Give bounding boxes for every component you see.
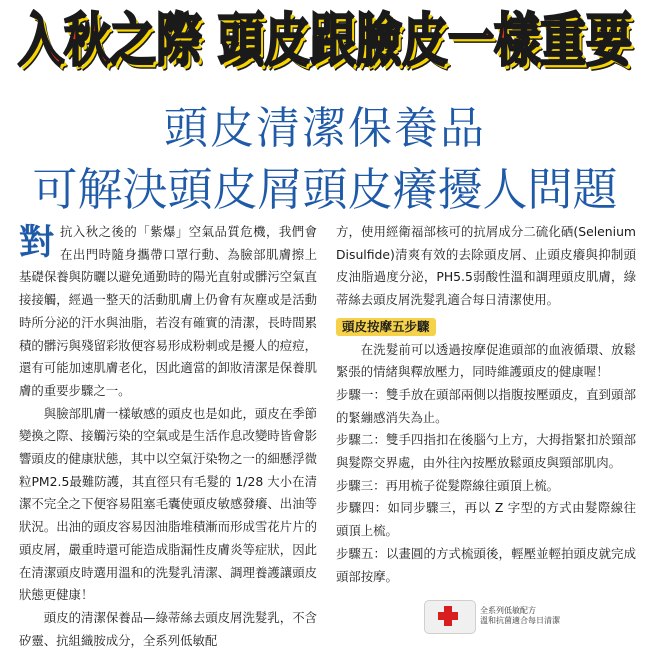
step-1: 步驟一：雙手放在頭部兩側以指腹按壓頭皮，直到頭部的緊繃感消失為止。 [336, 386, 636, 425]
article-right-column [336, 221, 636, 588]
banner [0, 0, 650, 80]
step-2: 步驟二：雙手四指扣在後腦勺上方，大拇指緊扣於頸部與髮際交界處，由外往內按壓放鬆頭皮與頸部肌肉。 [336, 432, 636, 471]
red-cross-icon-bar [438, 612, 458, 620]
headline-line-1: 頭皮清潔保養品 [164, 103, 486, 154]
product-note [480, 606, 640, 626]
product-image [420, 598, 480, 634]
step-5: 步驟五：以畫圓的方式梳頭後，輕壓並輕拍頭皮就完成頭部按摩。 [336, 545, 636, 584]
paragraph-continued: 方，使用經衛福部核可的抗屑成分二硫化硒(Selenium Disulfide)清爽有效的去除頭皮屑、止頭皮癢與抑制頭皮油脂過度分泌，PH5.5弱酸性溫和調理頭皮肌膚，綠蒂絲去頭皮屑洗髮乳適合每日清潔使用。 [336, 224, 636, 308]
step-4: 步驟四：如同步驟三，再以 Z 字型的方式由髮際線往頭頂上梳。 [336, 500, 636, 539]
article-left-column [19, 221, 317, 652]
massage-intro: 在洗髮前可以透過按摩促進頭部的血液循環、放鬆緊張的情緒與釋放壓力，同時維護頭皮的健康喔！ [336, 341, 636, 380]
drop-cap: 對 [19, 223, 55, 263]
paragraph-3: 頭皮的清潔保養品—綠蒂絲去頭皮屑洗髮乳，不含矽靈、抗組織胺成分，全系列低敏配 [19, 609, 317, 648]
product-note-line-2: 溫和抗菌適合每日清潔 [480, 616, 560, 625]
banner-title: 入秋之際 頭皮跟臉皮一樣重要 [17, 6, 632, 74]
paragraph-2: 與臉部肌膚一樣敏感的頭皮也是如此，頭皮在季節變換之際、接觸污染的空氣或是生活作息改變時皆會影響頭皮的健康狀態，其中以空氣汙染物之一的細懸浮微粒PM2.5最難防護，其直徑只有毛髮的 1/28 大小在清潔不完全之下便容易阻塞毛囊使頭皮敏感發癢、出油等狀況。出油的頭皮容易因油脂堆積漸而形成雪花片片的頭皮屑，嚴重時還可能造成脂漏性皮膚炎等症狀，因此在清潔頭皮時選用溫和的洗髮乳清潔、調理養護讓頭皮狀態更健康！ [19, 405, 317, 603]
product-note-line-1: 全系列低敏配方 [480, 606, 536, 615]
paragraph-1: 抗入秋之後的「紫爆」空氣品質危機，我們會在出門時隨身攜帶口罩行動、為臉部肌膚擦上基礎保養與防曬以避免通勤時的陽光直射或髒污空氣直接接觸，經過一整天的活動肌膚上仍會有灰塵或是活動時所分泌的汗水與油脂，若沒有確實的清潔，長時間累積的髒污與殘留彩妝便容易形成粉刺或是擾人的痘痘，還有可能加速肌膚老化，因此適當的卸妝清潔是保養肌膚的重要步驟之一。 [19, 224, 317, 398]
headline-line-2: 可解決頭皮屑頭皮癢擾人問題 [32, 163, 618, 216]
section-title-massage: 頭皮按摩五步驟 [336, 318, 436, 336]
step-3: 步驟三：再用梳子從髮際線往頭頂上梳。 [336, 477, 560, 493]
